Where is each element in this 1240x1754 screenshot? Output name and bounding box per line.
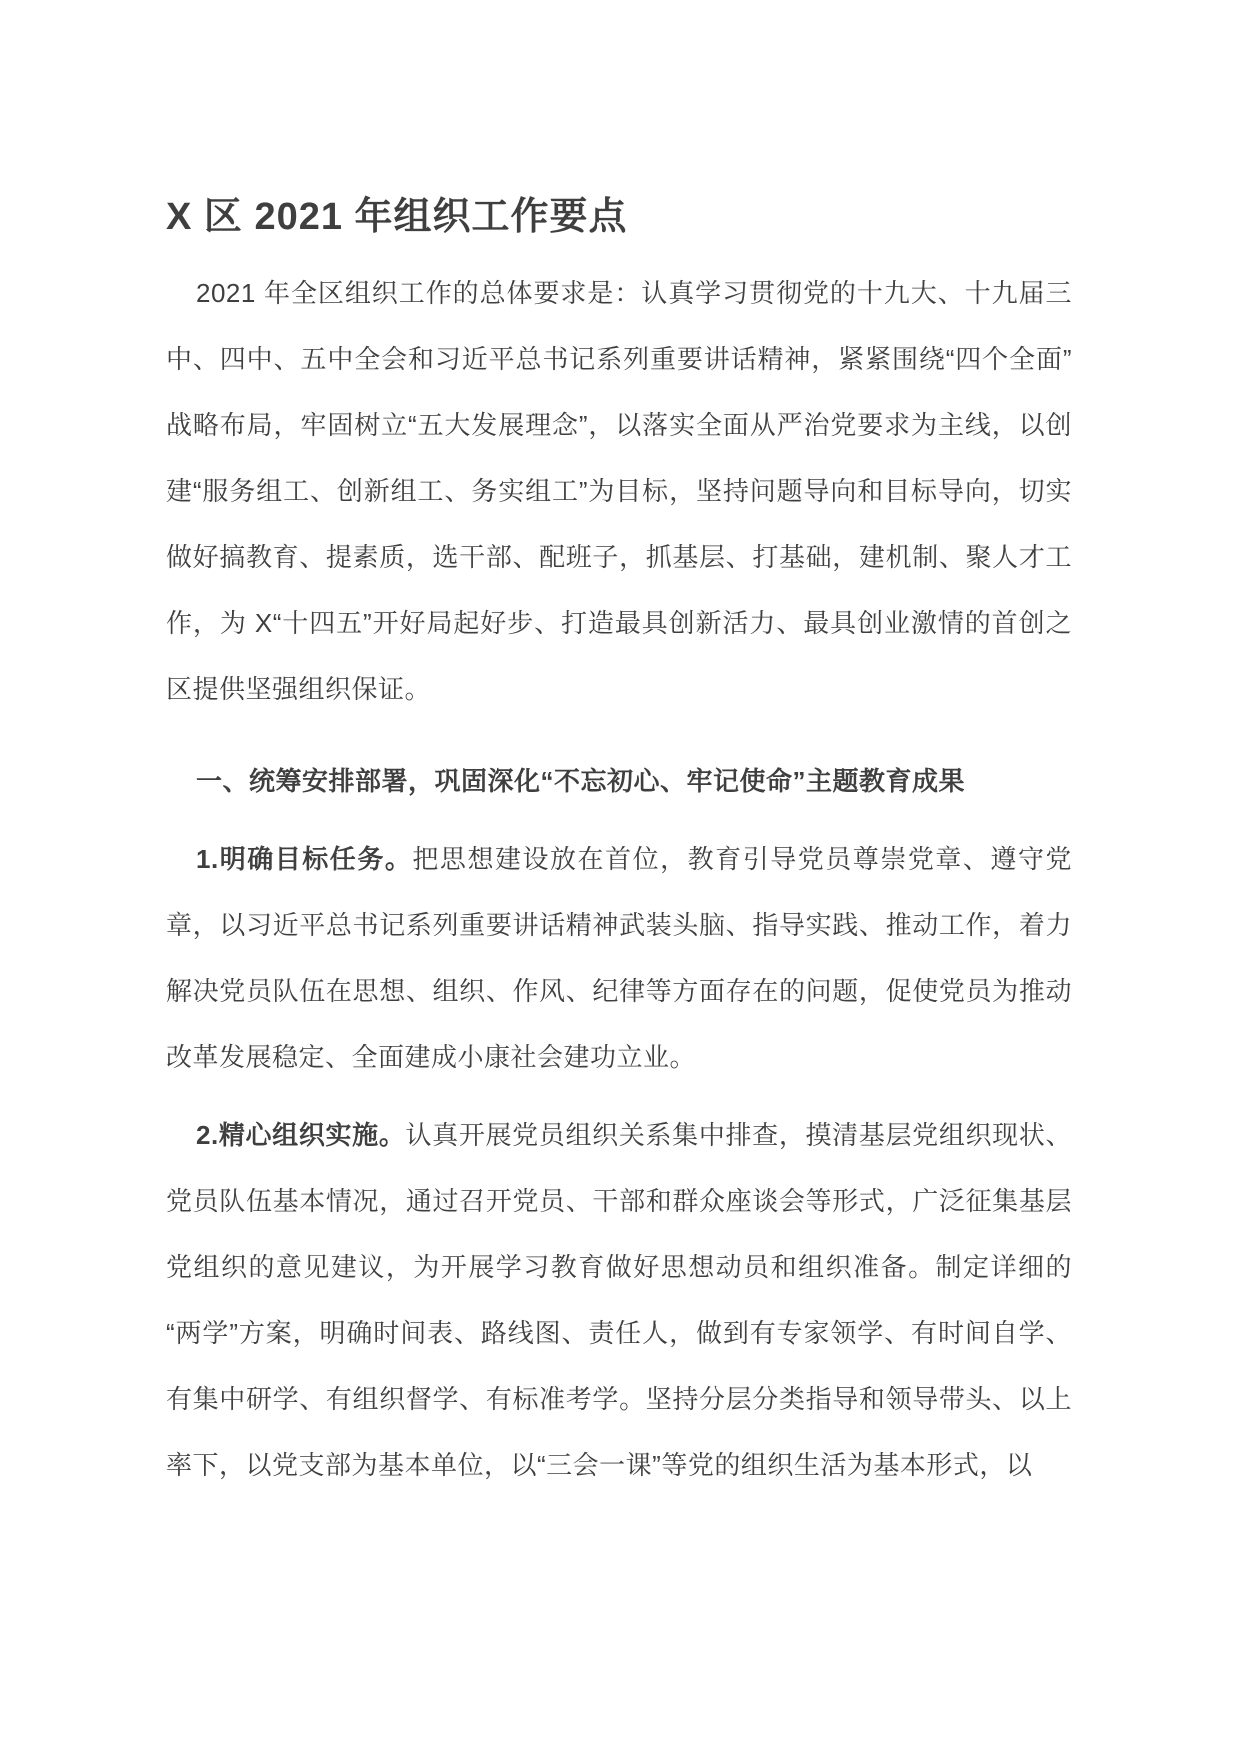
section-1-heading: 一、统筹安排部署，巩固深化“不忘初心、牢记使命”主题教育成果: [196, 766, 966, 796]
item-1-body: 把思想建设放在首位，教育引导党员尊崇党章、遵守党章，以习近平总书记系列重要讲话精神武装头脑、指导实践、推动工作，着力解决党员队伍在思想、组织、作风、纪律等方面存在的问题，促使党员为推动改革发展稳定、全面建成小康社会建功立业。: [166, 844, 1072, 1072]
section-1-item-2-paragraph: [166, 1102, 1072, 1498]
section-1-item-1-paragraph: [166, 826, 1072, 1090]
item-2-body: 认真开展党员组织关系集中排查，摸清基层党组织现状、党员队伍基本情况，通过召开党员、干部和群众座谈会等形式，广泛征集基层党组织的意见建议，为开展学习教育做好思想动员和组织准备。制定详细的“两学”方案，明确时间表、路线图、责任人，做到有专家领学、有时间自学、有集中研学、有组织督学、有标准考学。坚持分层分类指导和领导带头、以上率下，以党支部为基本单位，以“三会一课”等党的组织生活为基本形式，以: [166, 1120, 1072, 1480]
document-title: X 区 2021 年组织工作要点: [166, 196, 628, 238]
item-2-lead: 2.精心组织实施。: [196, 1120, 406, 1150]
intro-paragraph: 2021 年全区组织工作的总体要求是：认真学习贯彻党的十九大、十九届三中、四中、五中全会和习近平总书记系列重要讲话精神，紧紧围绕“四个全面”战略布局，牢固树立“五大发展理念”，以落实全面从严治党要求为主线，以创建“服务组工、创新组工、务实组工”为目标，坚持问题导向和目标导向，切实做好搞教育、提素质，选干部、配班子，抓基层、打基础，建机制、聚人才工作，为 X“十四五”开好局起好步、打造最具创新活力、最具创业激情的首创之区提供坚强组织保证。: [166, 278, 1072, 704]
item-1-lead: 1.明确目标任务。: [196, 844, 413, 874]
